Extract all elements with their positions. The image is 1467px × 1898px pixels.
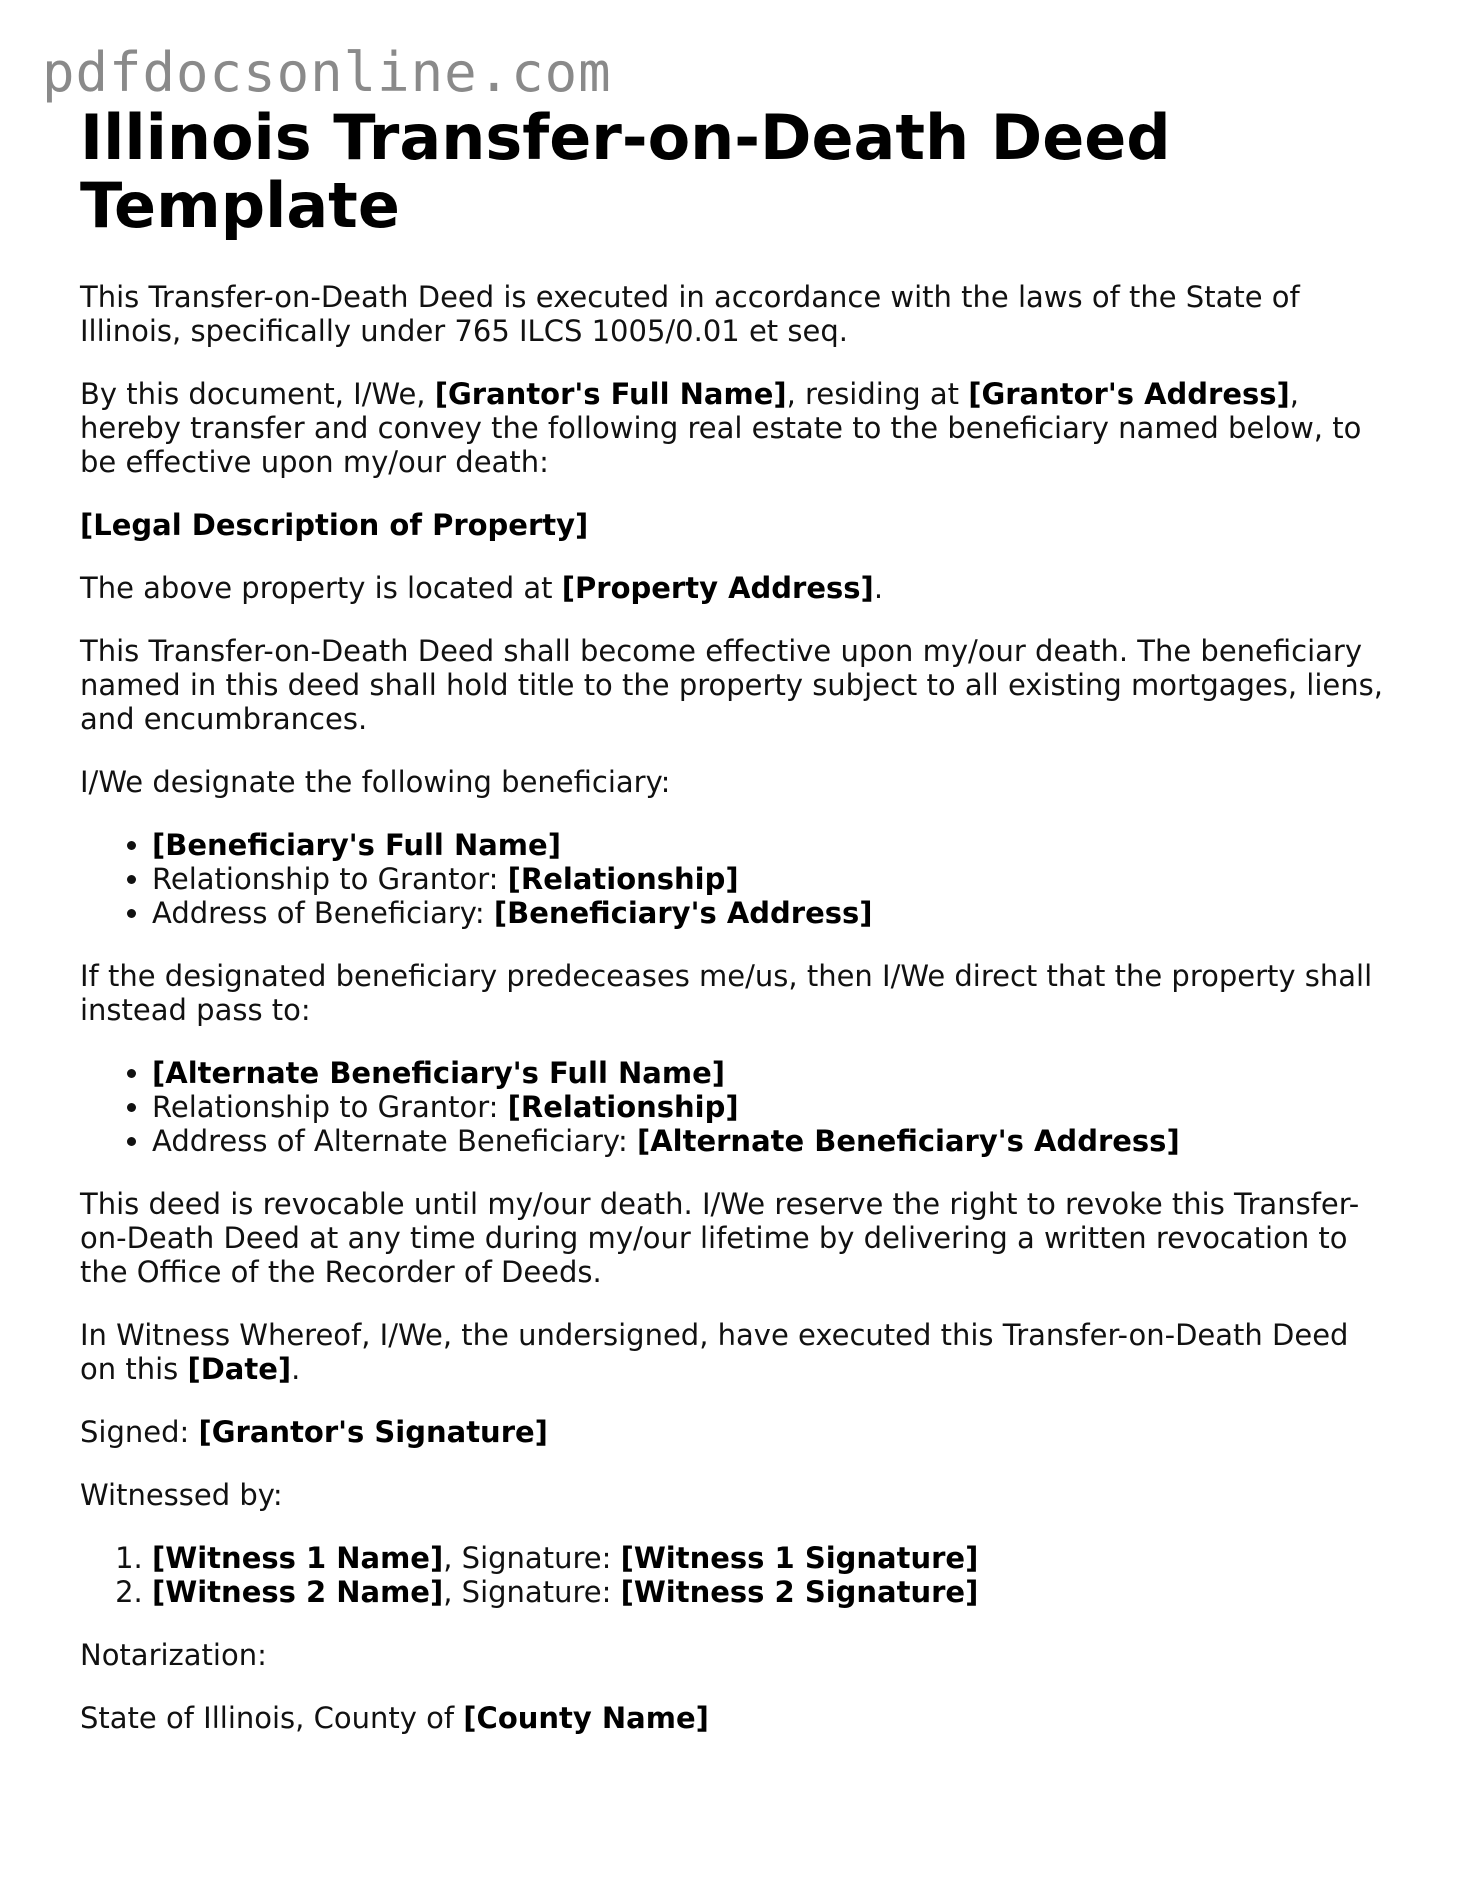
text: In Witness Whereof, I/We, the undersigned, have executed this Transfer-on-Death Deed on this bbox=[80, 1318, 1349, 1386]
text: By this document, I/We, bbox=[80, 377, 435, 411]
alternate-relationship-field: [Relationship] bbox=[507, 1090, 739, 1124]
notarization-label: Notarization: bbox=[80, 1638, 267, 1672]
document-title: Illinois Transfer-on-Death Deed Template bbox=[80, 101, 1171, 242]
county-name-field: [County Name] bbox=[463, 1701, 709, 1735]
alternate-name-field: [Alternate Beneficiary's Full Name] bbox=[152, 1056, 726, 1090]
date-field: [Date] bbox=[187, 1352, 292, 1386]
text: Address of Alternate Beneficiary: bbox=[152, 1124, 637, 1158]
witness-2-signature-field: [Witness 2 Signature] bbox=[620, 1575, 979, 1609]
beneficiary-relationship-field: [Relationship] bbox=[507, 862, 739, 896]
property-address-field: [Property Address] bbox=[561, 571, 874, 605]
signed-line bbox=[80, 1415, 1390, 1449]
text: . bbox=[873, 571, 884, 605]
list-item bbox=[152, 1124, 1390, 1158]
witness-2-name-field: [Witness 2 Name] bbox=[152, 1575, 444, 1609]
text: Relationship to Grantor: bbox=[152, 862, 508, 896]
property-location-paragraph bbox=[80, 571, 1390, 605]
list-item bbox=[152, 828, 1390, 862]
text: , hereby transfer and convey the following real estate to the beneficiary named below, to be effective upon my/our death: bbox=[80, 377, 1362, 479]
legal-description-field bbox=[80, 508, 1390, 542]
county-line bbox=[80, 1701, 1390, 1735]
text: State of Illinois, County of bbox=[80, 1701, 464, 1735]
document-body bbox=[80, 101, 1390, 1735]
alternate-beneficiary-list bbox=[80, 1056, 1390, 1158]
list-item bbox=[152, 896, 1390, 930]
witness-list bbox=[80, 1541, 1390, 1609]
witness-1-signature-field: [Witness 1 Signature] bbox=[620, 1541, 979, 1575]
text: , Signature: bbox=[443, 1575, 621, 1609]
revocation-paragraph: This deed is revocable until my/our death. I/We reserve the right to revoke this Transfer-on-Death Deed at any time during my/our lifetime by delivering a written revocation to the Office of the Recorder of Deeds. bbox=[80, 1187, 1360, 1289]
text: , Signature: bbox=[443, 1541, 621, 1575]
text: Signed: bbox=[80, 1415, 199, 1449]
text: , residing at bbox=[786, 377, 969, 411]
alternate-address-field: [Alternate Beneficiary's Address] bbox=[636, 1124, 1180, 1158]
list-item bbox=[152, 1090, 1390, 1124]
conveyance-paragraph bbox=[80, 377, 1390, 479]
intro-paragraph: This Transfer-on-Death Deed is executed in accordance with the laws of the State of Illinois, specifically under 765 ILCS 1005/0.01 et seq. bbox=[80, 280, 1300, 348]
legal-description-text: [Legal Description of Property] bbox=[80, 508, 589, 542]
effective-paragraph: This Transfer-on-Death Deed shall become effective upon my/our death. The beneficiary named in this deed shall hold title to the property subject to all existing mortgages, liens, and encumbrances. bbox=[80, 634, 1383, 736]
witness-whereof-paragraph bbox=[80, 1318, 1390, 1386]
grantor-name-field: [Grantor's Full Name] bbox=[434, 377, 787, 411]
list-item bbox=[152, 1575, 1390, 1609]
predecease-paragraph: If the designated beneficiary predeceases me/us, then I/We direct that the property shall instead pass to: bbox=[80, 959, 1373, 1027]
text: . bbox=[291, 1352, 301, 1386]
list-item bbox=[152, 1541, 1390, 1575]
designation-paragraph: I/We designate the following beneficiary: bbox=[80, 765, 671, 799]
text: The above property is located at bbox=[80, 571, 562, 605]
beneficiary-list bbox=[80, 828, 1390, 930]
witnessed-by-label: Witnessed by: bbox=[80, 1478, 283, 1512]
witness-1-name-field: [Witness 1 Name] bbox=[152, 1541, 444, 1575]
watermark: pdfdocsonline.com bbox=[42, 41, 612, 104]
beneficiary-name-field: [Beneficiary's Full Name] bbox=[152, 828, 561, 862]
grantor-signature-field: [Grantor's Signature] bbox=[198, 1415, 548, 1449]
list-item bbox=[152, 1056, 1390, 1090]
beneficiary-address-field: [Beneficiary's Address] bbox=[493, 896, 873, 930]
text: Relationship to Grantor: bbox=[152, 1090, 508, 1124]
list-item bbox=[152, 862, 1390, 896]
grantor-address-field: [Grantor's Address] bbox=[968, 377, 1290, 411]
text: Address of Beneficiary: bbox=[152, 896, 494, 930]
